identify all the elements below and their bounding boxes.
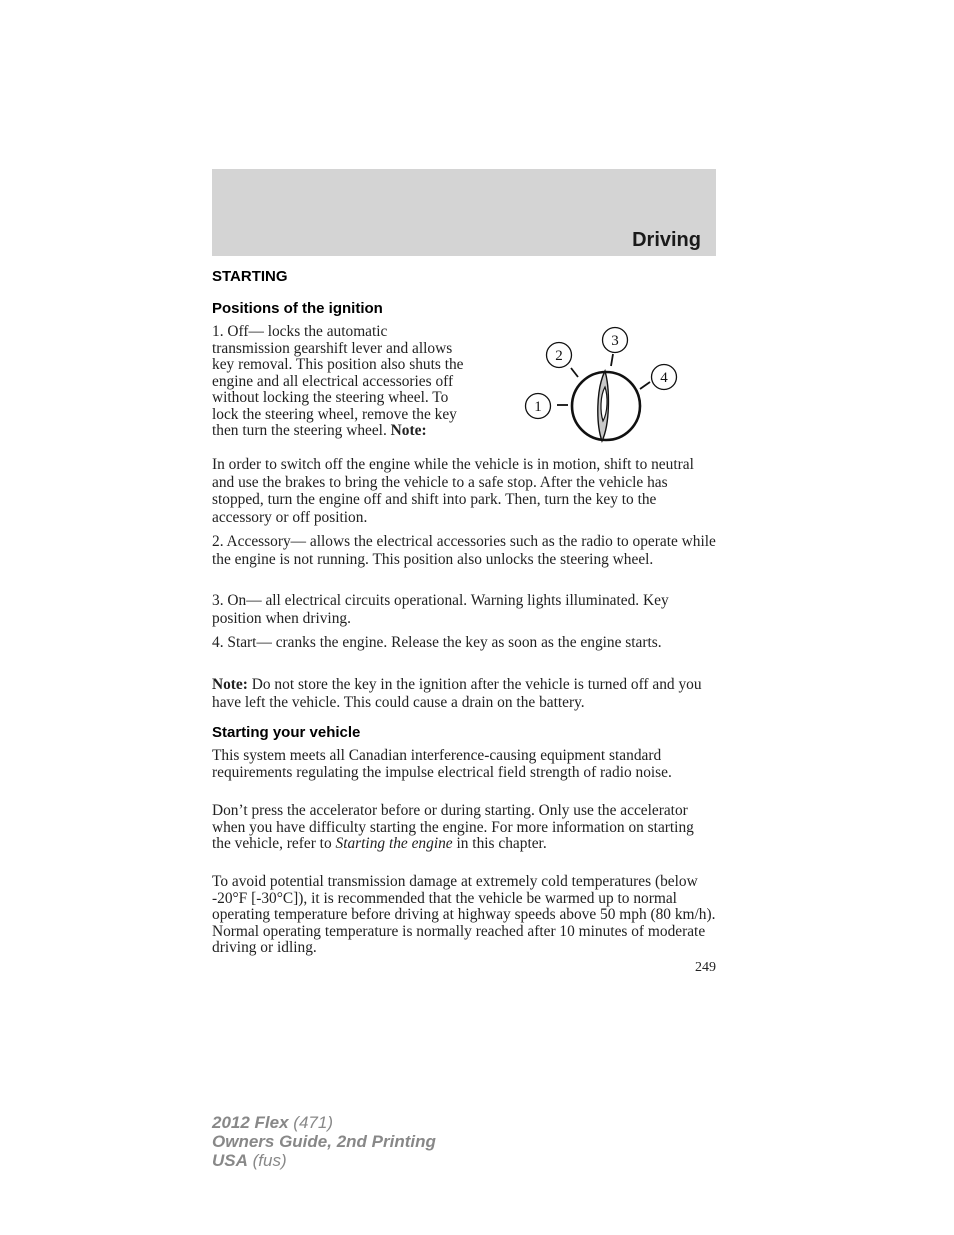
- footer-line-3: [212, 1151, 436, 1170]
- section-title: STARTING: [212, 268, 288, 285]
- ignition-heading: Positions of the ignition: [212, 300, 383, 317]
- position-3-label: 3: [611, 333, 619, 349]
- starting-heading: Starting your vehicle: [212, 724, 361, 741]
- ignition-item-1-text: 1. Off— locks the automatic transmission gearshift lever and allows key removal. This position also shuts the engine and all electrical accessories off without locking the steering wheel. To lock the steering wheel, remove the key then turn the steering wheel.: [212, 323, 464, 439]
- ignition-item-1-note-text: In order to switch off the engine while the vehicle is in motion, shift to neutral and use the brakes to bring the vehicle to a safe stop. After the vehicle has stopped, turn the engine off and shift into park. Then, turn the key to the accessory or off position.: [212, 456, 694, 526]
- chapter-title: Driving: [632, 229, 701, 251]
- starting-para-1: This system meets all Canadian interference-causing equipment standard requirements regulating the impulse electrical field strength of radio noise.: [212, 747, 672, 781]
- ignition-item-4: 4. Start— cranks the engine. Release the key as soon as the engine starts.: [212, 634, 662, 651]
- starting-para-2-text-b: in this chapter.: [456, 835, 547, 852]
- starting-para-2-text-a: Don’t press the accelerator before or during starting. Only use the accelerator when you have difficulty starting the engine. For more information on starting the vehicle, refer to: [212, 802, 694, 852]
- footer: [212, 1113, 436, 1170]
- chapter-header-band: [212, 169, 716, 256]
- ignition-note-text: Do not store the key in the ignition after the vehicle is turned off and you have left the vehicle. This could cause a drain on the battery.: [212, 676, 702, 711]
- ignition-item-1-paragraph: [212, 324, 469, 440]
- footer-model-code: (471): [293, 1113, 333, 1132]
- position-4-label: 4: [660, 370, 668, 386]
- position-2-label: 2: [555, 348, 563, 364]
- footer-market: USA: [212, 1151, 248, 1170]
- ignition-diagram-svg: [520, 324, 685, 449]
- starting-engine-reference: Starting the engine: [335, 835, 453, 852]
- footer-market-code: (fus): [252, 1151, 287, 1170]
- position-3-tick: [611, 354, 613, 366]
- ignition-item-3: 3. On— all electrical circuits operational. Warning lights illuminated. Key position when driving.: [212, 592, 669, 627]
- footer-model: 2012 Flex: [212, 1113, 289, 1132]
- position-1-label: 1: [534, 399, 542, 415]
- ignition-note: [212, 676, 716, 711]
- starting-para-3: To avoid potential transmission damage at extremely cold temperatures (below -20°F [-30°C]), it is recommended that the vehicle be warmed up to normal operating temperature before driving at highway speeds above 50 mph (80 km/h). Normal operating temperature is normally reached after 10 minutes of moderate driving or idling.: [212, 873, 716, 956]
- footer-guide-title: Owners Guide, 2nd Printing: [212, 1132, 436, 1151]
- position-4-tick: [640, 382, 650, 389]
- starting-para-2: [212, 803, 716, 853]
- ignition-item-2: 2. Accessory— allows the electrical accessories such as the radio to operate while the engine is not running. This position also unlocks the steering wheel.: [212, 533, 716, 568]
- footer-line-2: [212, 1132, 436, 1151]
- ignition-note-label: Note:: [212, 676, 248, 693]
- footer-line-1: [212, 1113, 436, 1132]
- ignition-diagram: [520, 324, 685, 449]
- page-number: 249: [695, 960, 716, 975]
- position-2-tick: [571, 368, 578, 377]
- ignition-item-1-note-label: Note:: [390, 422, 427, 439]
